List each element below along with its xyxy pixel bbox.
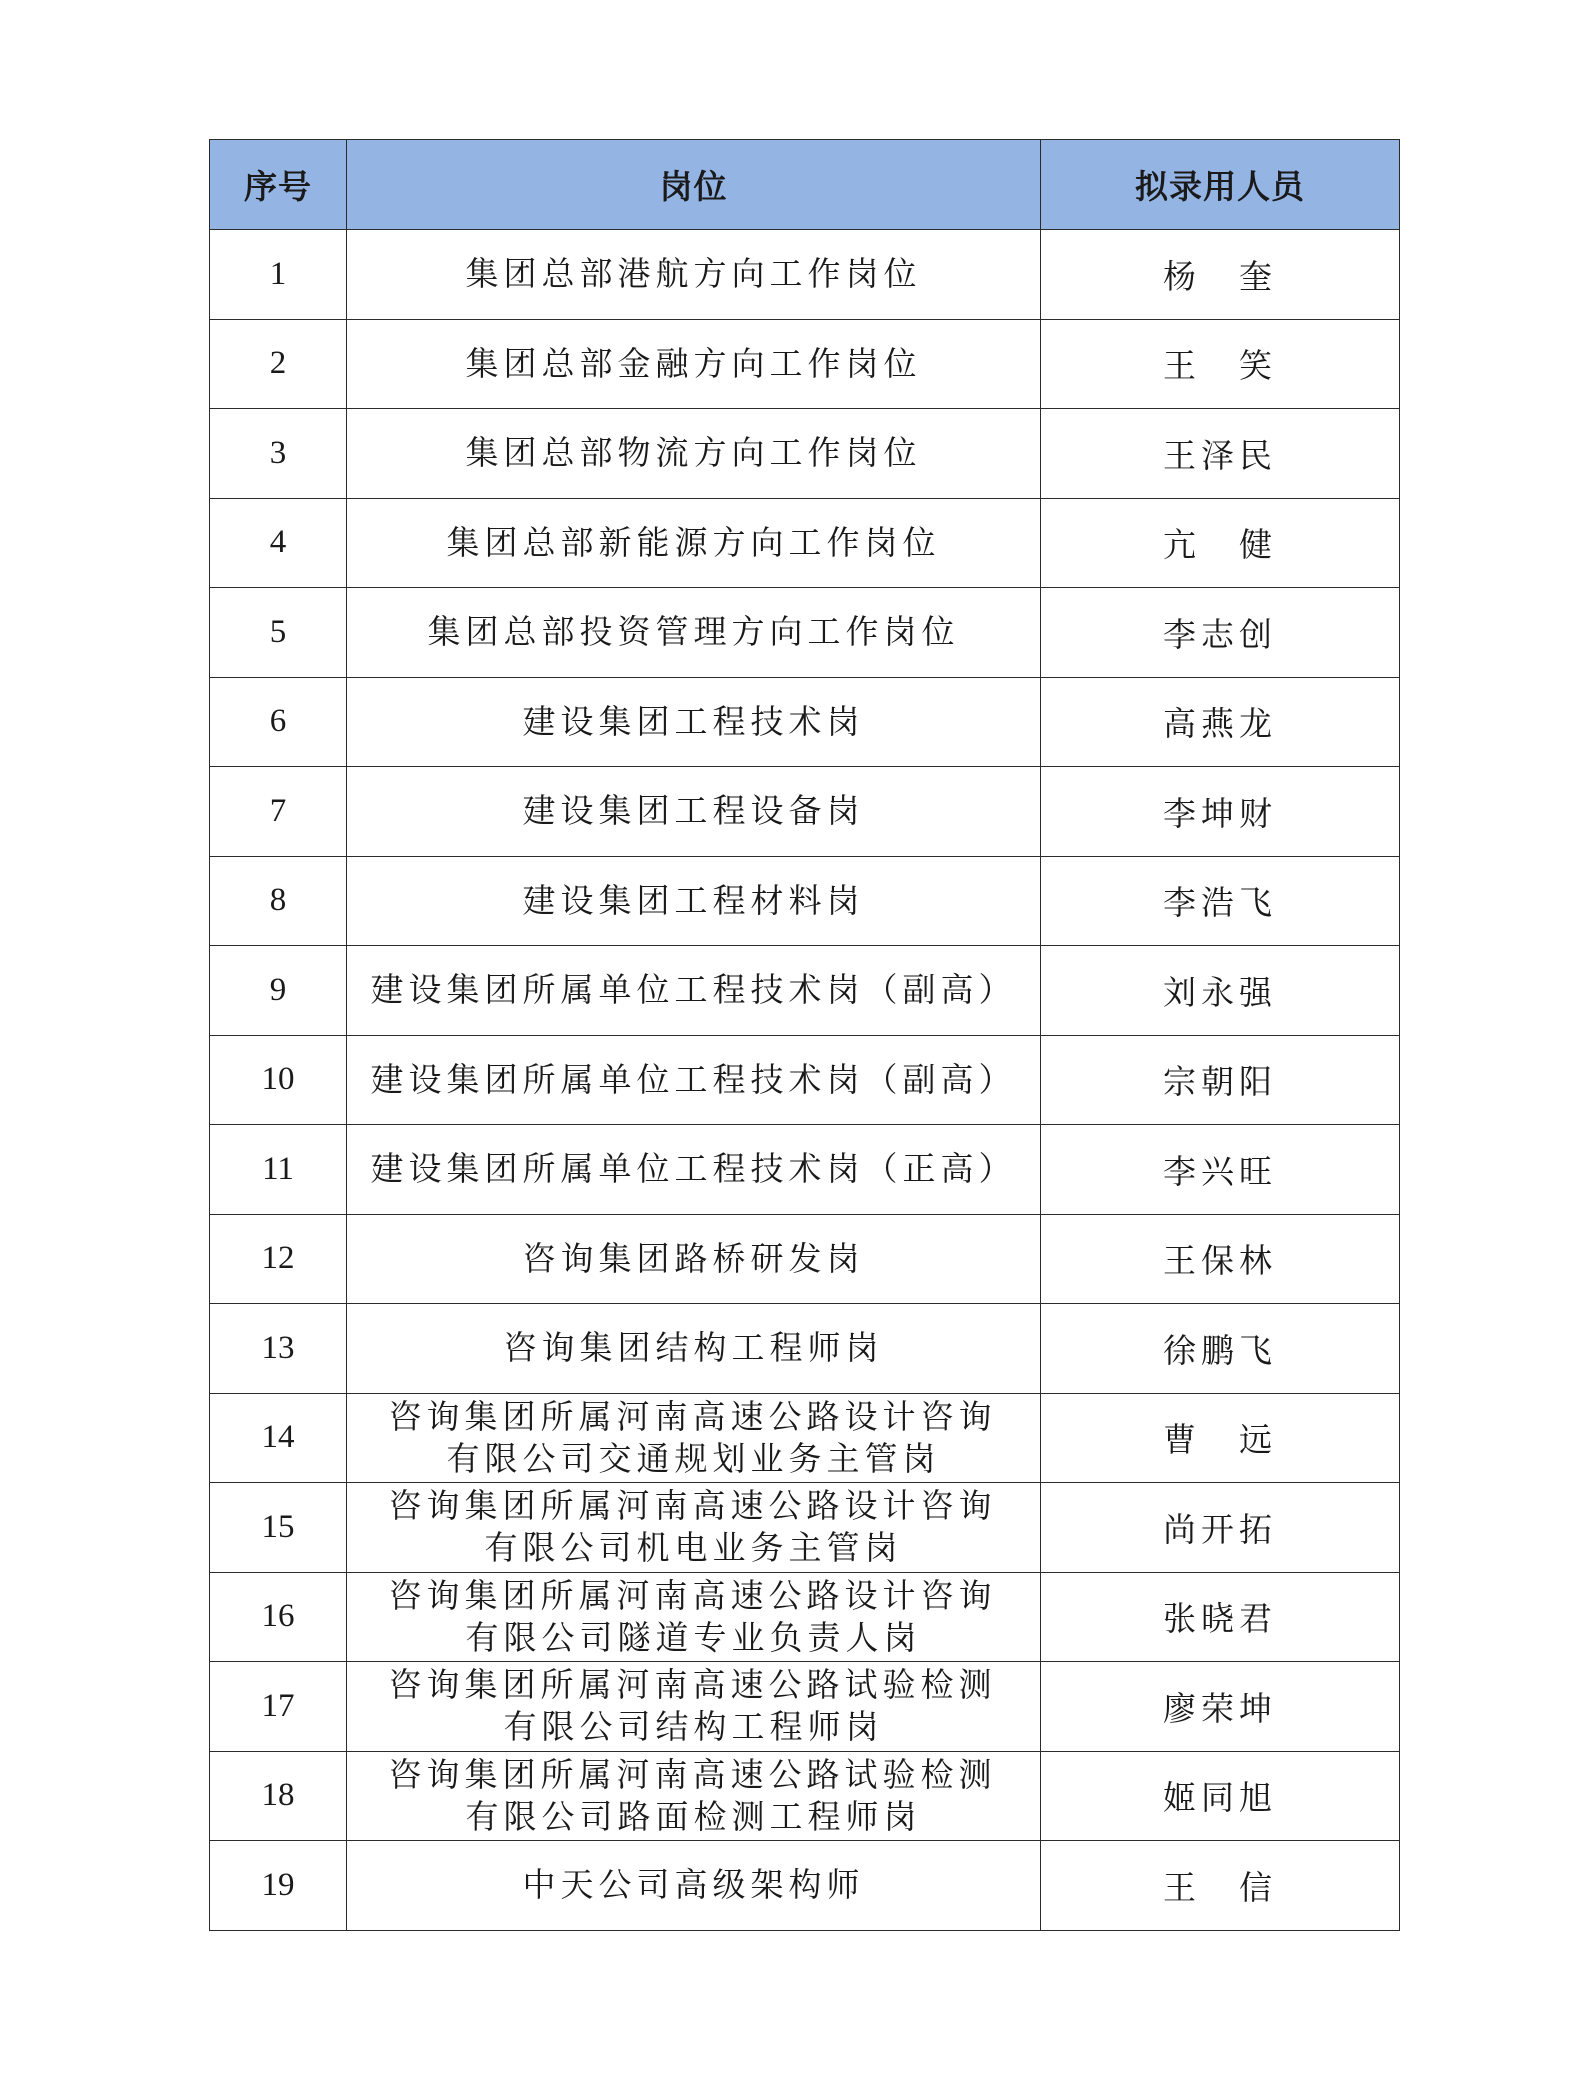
table-row [210, 1572, 1400, 1662]
row-post [347, 1125, 1041, 1215]
row-post-text: 建设集团所属单位工程技术岗（正高） [370, 1149, 1017, 1189]
row-index: 19 [210, 1841, 347, 1931]
row-candidate: 李兴旺 [1041, 1125, 1400, 1215]
table-row [210, 409, 1400, 499]
hiring-table [209, 139, 1400, 1931]
row-index: 10 [210, 1035, 347, 1125]
row-post-text: 建设集团所属单位工程技术岗（副高） [370, 970, 1017, 1010]
row-candidate: 王 信 [1041, 1841, 1400, 1931]
row-post [347, 946, 1041, 1036]
row-index: 8 [210, 856, 347, 946]
row-index: 11 [210, 1125, 347, 1215]
row-candidate: 李浩飞 [1041, 856, 1400, 946]
row-post [347, 1662, 1041, 1752]
row-post [347, 1304, 1041, 1394]
table-row [210, 856, 1400, 946]
row-candidate: 李志创 [1041, 588, 1400, 678]
row-post [347, 1751, 1041, 1841]
row-index: 9 [210, 946, 347, 1036]
table-row [210, 1841, 1400, 1931]
table-row [210, 498, 1400, 588]
row-candidate: 廖荣坤 [1041, 1662, 1400, 1752]
table-row [210, 1214, 1400, 1304]
row-post-text: 咨询集团所属河南高速公路设计咨询有限公司机电业务主管岗 [388, 1486, 997, 1568]
row-index: 6 [210, 677, 347, 767]
row-post [347, 1841, 1041, 1931]
header-row [210, 140, 1400, 230]
row-post-text: 建设集团所属单位工程技术岗（副高） [370, 1059, 1017, 1099]
row-post [347, 230, 1041, 320]
row-post-text: 建设集团工程材料岗 [522, 880, 865, 920]
row-post-text: 集团总部港航方向工作岗位 [465, 254, 922, 294]
row-index: 4 [210, 498, 347, 588]
row-post [347, 1572, 1041, 1662]
row-post [347, 1035, 1041, 1125]
row-index: 7 [210, 767, 347, 857]
row-post-text: 集团总部新能源方向工作岗位 [446, 522, 941, 562]
table-row [210, 1393, 1400, 1483]
row-candidate: 王泽民 [1041, 409, 1400, 499]
row-post [347, 498, 1041, 588]
table-row [210, 767, 1400, 857]
table-row [210, 677, 1400, 767]
row-post-text: 集团总部金融方向工作岗位 [465, 343, 922, 383]
row-post [347, 409, 1041, 499]
row-candidate: 姬同旭 [1041, 1751, 1400, 1841]
table-row [210, 1751, 1400, 1841]
row-post [347, 767, 1041, 857]
table-body [210, 230, 1400, 1931]
row-candidate: 杨 奎 [1041, 230, 1400, 320]
row-candidate: 宗朝阳 [1041, 1035, 1400, 1125]
row-post [347, 588, 1041, 678]
row-post [347, 677, 1041, 767]
row-candidate: 尚开拓 [1041, 1483, 1400, 1573]
table-row [210, 588, 1400, 678]
row-post-text: 咨询集团所属河南高速公路设计咨询有限公司隧道专业负责人岗 [388, 1575, 997, 1657]
row-post-text: 中天公司高级架构师 [522, 1865, 865, 1905]
row-post-text: 建设集团工程设备岗 [522, 791, 865, 831]
row-index: 16 [210, 1572, 347, 1662]
row-candidate: 高燕龙 [1041, 677, 1400, 767]
row-index: 3 [210, 409, 347, 499]
row-post-text: 咨询集团路桥研发岗 [522, 1238, 865, 1278]
table-header [210, 140, 1400, 230]
row-index: 13 [210, 1304, 347, 1394]
row-post [347, 1393, 1041, 1483]
row-candidate: 曹 远 [1041, 1393, 1400, 1483]
header-index: 序号 [210, 140, 347, 230]
table-row [210, 1125, 1400, 1215]
row-index: 12 [210, 1214, 347, 1304]
row-post-text: 咨询集团结构工程师岗 [503, 1328, 884, 1368]
row-index: 14 [210, 1393, 347, 1483]
row-post-text: 集团总部物流方向工作岗位 [465, 433, 922, 473]
row-index: 2 [210, 319, 347, 409]
row-post-text: 集团总部投资管理方向工作岗位 [427, 612, 960, 652]
header-post: 岗位 [347, 140, 1041, 230]
row-post-text: 咨询集团所属河南高速公路设计咨询有限公司交通规划业务主管岗 [388, 1396, 997, 1478]
row-post-text: 咨询集团所属河南高速公路试验检测有限公司路面检测工程师岗 [388, 1754, 997, 1836]
row-post [347, 1483, 1041, 1573]
table-row [210, 946, 1400, 1036]
row-candidate: 张晓君 [1041, 1572, 1400, 1662]
header-candidate: 拟录用人员 [1041, 140, 1400, 230]
row-candidate: 王保林 [1041, 1214, 1400, 1304]
table-row [210, 1662, 1400, 1752]
table-row [210, 230, 1400, 320]
table-row [210, 1483, 1400, 1573]
table-row [210, 319, 1400, 409]
row-candidate: 李坤财 [1041, 767, 1400, 857]
row-candidate: 王 笑 [1041, 319, 1400, 409]
hiring-table-container [209, 139, 1399, 1931]
row-post [347, 1214, 1041, 1304]
row-candidate: 亢 健 [1041, 498, 1400, 588]
row-candidate: 刘永强 [1041, 946, 1400, 1036]
row-index: 18 [210, 1751, 347, 1841]
row-post-text: 咨询集团所属河南高速公路试验检测有限公司结构工程师岗 [388, 1665, 997, 1747]
row-post [347, 319, 1041, 409]
row-index: 1 [210, 230, 347, 320]
table-row [210, 1304, 1400, 1394]
row-post [347, 856, 1041, 946]
table-row [210, 1035, 1400, 1125]
row-index: 5 [210, 588, 347, 678]
row-index: 15 [210, 1483, 347, 1573]
row-candidate: 徐鹏飞 [1041, 1304, 1400, 1394]
row-index: 17 [210, 1662, 347, 1752]
row-post-text: 建设集团工程技术岗 [522, 701, 865, 741]
